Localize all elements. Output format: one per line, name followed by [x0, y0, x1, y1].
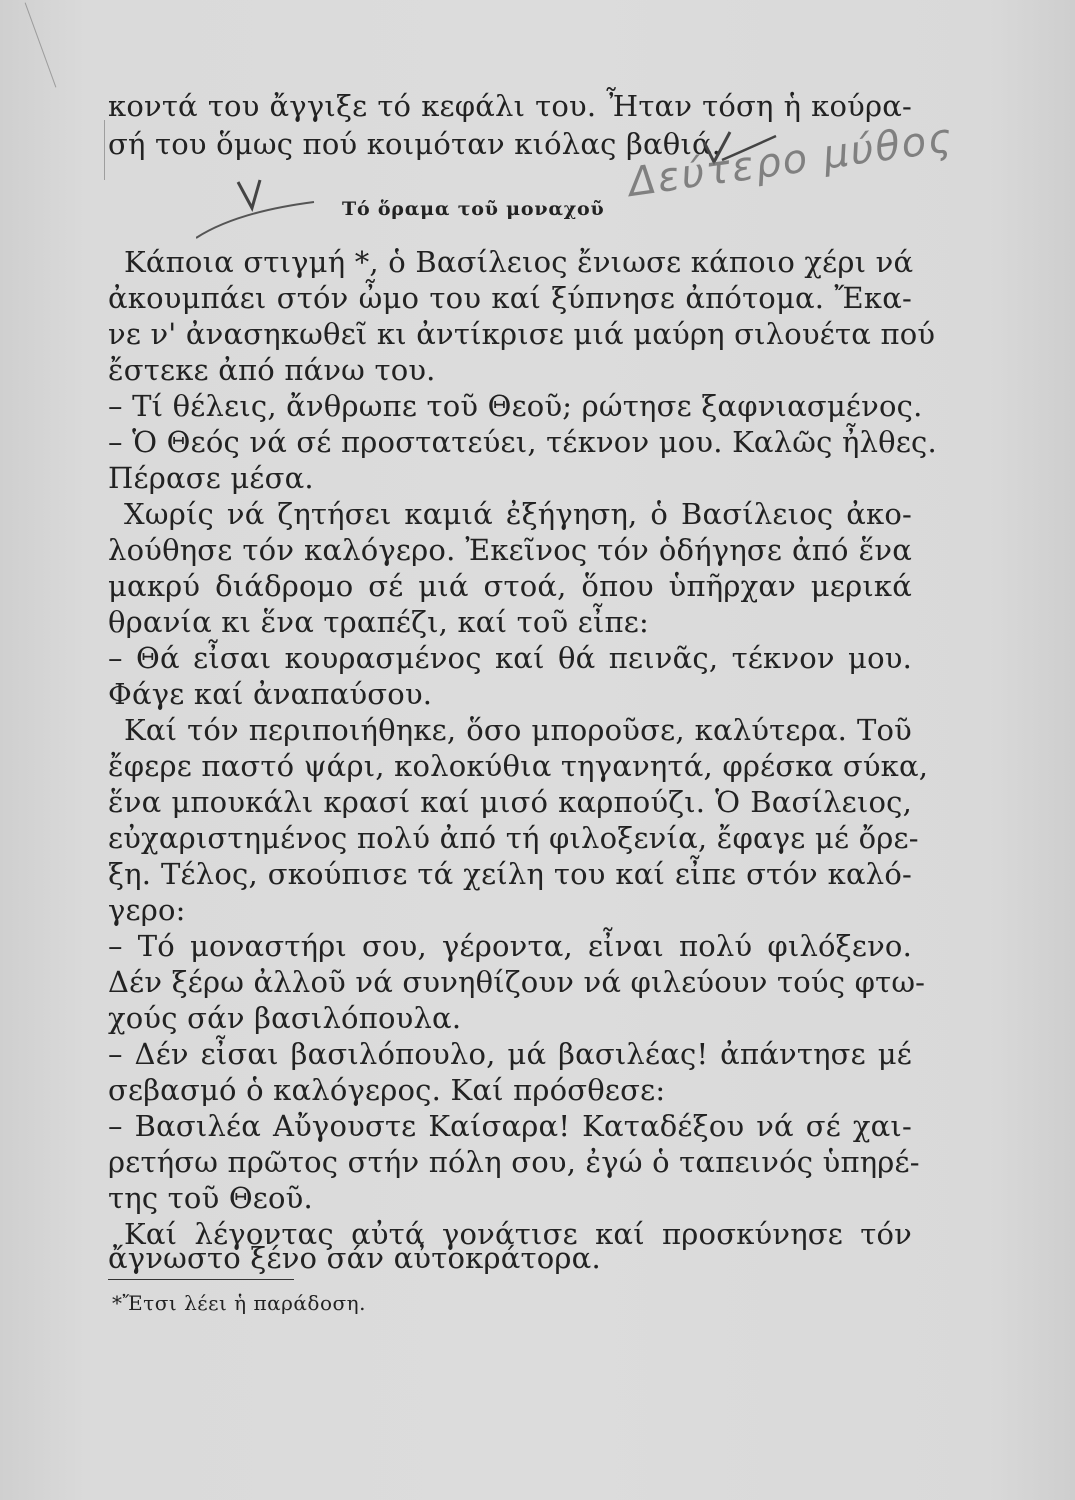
text-line: Πέρασε μέσα.	[108, 461, 314, 495]
checkmark-icon	[196, 172, 316, 242]
text-line: – Τό μοναστήρι σου, γέροντα, εἶναι πολύ φιλόξενο.	[108, 929, 912, 963]
text-line: εὐχαριστημένος πολύ ἀπό τή φιλοξενία, ἔφαγε μέ ὄρε-	[108, 821, 919, 855]
footnote-divider	[108, 1279, 294, 1280]
text-line: θρανία κι ἕνα τραπέζι, καί τοῦ εἶπε:	[108, 605, 649, 639]
corner-pencil-line	[25, 3, 57, 88]
text-line: – Ὁ Θεός νά σέ προστατεύει, τέκνον μου. Καλῶς ἦλθες.	[108, 425, 937, 459]
text-line: Καί τόν περιποιήθηκε, ὅσο μποροῦσε, καλύτερα. Τοῦ	[124, 713, 912, 747]
text-line: – Βασιλέα Αὔγουστε Καίσαρα! Καταδέξου νά σέ χαι-	[108, 1109, 912, 1143]
text-line: γερο:	[108, 893, 186, 927]
text-line: ἀκουμπάει στόν ὦμο του καί ξύπνησε ἀπότομα. Ἔκα-	[108, 281, 912, 315]
text-line: ἔστεκε ἀπό πάνω του.	[108, 353, 436, 387]
section-heading: Τό ὅραμα τοῦ μοναχοῦ	[342, 198, 605, 220]
text-line: σεβασμό ὁ καλόγερος. Καί πρόσθεσε:	[108, 1073, 666, 1107]
text-line: – Τί θέλεις, ἄνθρωπε τοῦ Θεοῦ; ρώτησε ξαφνιασμένος.	[108, 389, 923, 423]
text-line: Κάποια στιγμή *, ὁ Βασίλειος ἔνιωσε κάποιο χέρι νά	[124, 245, 914, 279]
text-line: λούθησε τόν καλόγερο. Ἐκεῖνος τόν ὁδήγησε ἀπό ἕνα	[108, 533, 912, 567]
margin-pencil-line	[104, 120, 105, 180]
text-line: – Δέν εἶσαι βασιλόπουλο, μά βασιλέας! ἀπάντησε μέ	[108, 1037, 912, 1071]
text-line: ἕνα μπουκάλι κρασί καί μισό καρπούζι. Ὁ Βασίλειος,	[108, 785, 912, 819]
text-line: χούς σάν βασιλόπουλα.	[108, 1001, 462, 1035]
text-line: ρετήσω πρῶτος στήν πόλη σου, ἐγώ ὁ ταπεινός ὑπηρέ-	[108, 1145, 920, 1179]
text-line: Καί λέγοντας αὐτά γονάτισε καί προσκύνησε τόν	[124, 1217, 912, 1251]
text-line: – Θά εἶσαι κουρασμένος καί θά πεινᾶς, τέκνον μου.	[108, 641, 912, 675]
text-line: Φάγε καί ἀναπαύσου.	[108, 677, 433, 711]
text-line: ἔφερε παστό ψάρι, κολοκύθια τηγανητά, φρέσκα σύκα,	[108, 749, 929, 783]
text-line: Δέν ξέρω ἀλλοῦ νά συνηθίζουν νά φιλεύουν τούς φτω-	[108, 965, 926, 999]
text-line: Χωρίς νά ζητήσει καμιά ἐξήγηση, ὁ Βασίλειος ἀκο-	[124, 497, 912, 531]
handwritten-note: Δεύτερο μύθος	[625, 114, 957, 206]
text-line: ἄγνωστο ξένο σάν αὐτοκράτορα.	[108, 1241, 601, 1275]
text-line: νε ν' ἀνασηκωθεῖ κι ἀντίκρισε μιά μαύρη σιλουέτα πού	[108, 317, 936, 351]
text-line: ξη. Τέλος, σκούπισε τά χείλη του καί εἶπε στόν καλό-	[108, 857, 912, 891]
text-line-top-1: κοντά του ἄγγιξε τό κεφάλι του. Ἦταν τόση ἡ κούρα-	[108, 89, 912, 123]
footnote: *Ἔτσι λέει ἡ παράδοση.	[112, 1291, 367, 1315]
text-line: της τοῦ Θεοῦ.	[108, 1181, 313, 1215]
text-line-top-2: σή του ὅμως πού κοιμόταν κιόλας βαθιά.	[108, 127, 722, 161]
text-line: μακρύ διάδρομο σέ μιά στοά, ὅπου ὑπῆρχαν μερικά	[108, 569, 912, 603]
